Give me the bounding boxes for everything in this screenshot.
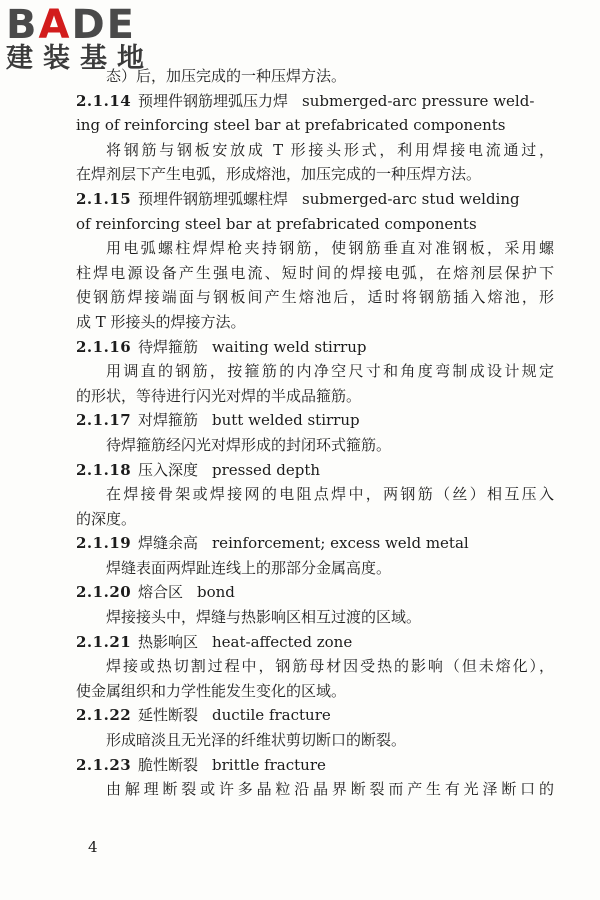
term-english: heat-affected zone xyxy=(212,632,353,651)
term-entry xyxy=(76,89,554,187)
term-english: bond xyxy=(197,583,235,602)
term-heading xyxy=(76,753,554,778)
definition-line: 将钢筋与钢板安放成 T 形接头形式，利用焊接电流通过， xyxy=(106,140,554,159)
term-heading xyxy=(76,531,554,556)
logo-subtitle: 建装基地 xyxy=(6,43,154,74)
definition-line: 焊缝表面两焊趾连线上的那部分金属高度。 xyxy=(106,558,392,577)
term-heading xyxy=(76,89,554,114)
term-entry xyxy=(76,408,554,457)
definition-line: 用调直的钢筋，按箍筋的内净空尺寸和角度弯制成设计规定 xyxy=(106,362,554,381)
term-english: submerged-arc stud welding xyxy=(302,189,520,208)
term-english-continued: ing of reinforcing steel bar at prefabricated components xyxy=(76,116,506,135)
definition-line: 使钢筋焊接端面与钢板间产生熔池后，适时将钢筋插入熔池，形 xyxy=(76,288,554,307)
term-entry xyxy=(76,335,554,409)
term-number: 2.1.19 xyxy=(76,534,132,553)
term-number: 2.1.16 xyxy=(76,337,132,356)
term-chinese: 预埋件钢筋埋弧螺柱焊 xyxy=(138,189,289,208)
definition-line: 使金属组织和力学性能发生变化的区域。 xyxy=(76,681,347,700)
term-chinese: 对焊箍筋 xyxy=(138,411,199,430)
definition-line: 用电弧螺柱焊焊枪夹持钢筋，使钢筋垂直对准钢板，采用螺 xyxy=(106,239,554,258)
term-number: 2.1.14 xyxy=(76,91,132,110)
definition-line: 的形状，等待进行闪光对焊的半成品箍筋。 xyxy=(76,386,362,405)
logo-mark: BADE xyxy=(6,2,136,48)
term-english: pressed depth xyxy=(212,460,321,479)
definition-line: 的深度。 xyxy=(76,509,137,528)
intro-line: 态）后，加压完成的一种压焊方法。 xyxy=(106,67,347,85)
definition-line: 成 T 形接头的焊接方法。 xyxy=(76,312,246,331)
term-heading xyxy=(76,580,554,605)
definition-line: 待焊箍筋经闪光对焊形成的封闭环式箍筋。 xyxy=(106,435,392,454)
term-entry xyxy=(76,703,554,752)
page-number: 4 xyxy=(88,838,98,856)
term-entry xyxy=(76,753,554,802)
term-entry xyxy=(76,187,554,335)
term-entry xyxy=(76,630,554,704)
term-english: reinforcement; excess weld metal xyxy=(212,534,469,553)
term-number: 2.1.23 xyxy=(76,755,132,774)
definition-line: 柱焊电源设备产生强电流、短时间的焊接电弧，在熔剂层保护下 xyxy=(76,263,554,282)
term-chinese: 热影响区 xyxy=(138,632,199,651)
term-chinese: 待焊箍筋 xyxy=(138,337,199,356)
definition-line: 焊接接头中，焊缝与热影响区相互过渡的区域。 xyxy=(106,608,422,627)
term-chinese: 焊缝余高 xyxy=(138,534,199,553)
term-number: 2.1.18 xyxy=(76,460,132,479)
term-number: 2.1.22 xyxy=(76,706,132,725)
definition-line: 焊接或热切割过程中，钢筋母材因受热的影响（但未熔化）， xyxy=(106,657,554,676)
term-chinese: 预埋件钢筋埋弧压力焊 xyxy=(138,91,289,110)
term-english: brittle fracture xyxy=(212,755,326,774)
term-english: butt welded stirrup xyxy=(212,411,360,430)
term-entry xyxy=(76,580,554,629)
term-heading xyxy=(76,408,554,433)
term-heading xyxy=(76,458,554,483)
logo-accent-letter: A xyxy=(38,2,72,48)
term-chinese: 延性断裂 xyxy=(138,706,199,725)
term-english: waiting weld stirrup xyxy=(212,337,367,356)
term-number: 2.1.21 xyxy=(76,632,132,651)
term-chinese: 脆性断裂 xyxy=(138,755,199,774)
term-number: 2.1.17 xyxy=(76,411,132,430)
term-number: 2.1.15 xyxy=(76,189,132,208)
term-chinese: 压入深度 xyxy=(138,460,199,479)
definition-line: 在焊接骨架或焊接网的电阻点焊中，两钢筋（丝）相互压入 xyxy=(106,485,554,504)
term-heading xyxy=(76,187,554,212)
definition-line: 由解理断裂或许多晶粒沿晶界断裂而产生有光泽断口的 xyxy=(106,780,554,799)
term-heading xyxy=(76,335,554,360)
term-list xyxy=(76,89,554,802)
term-english-continued: of reinforcing steel bar at prefabricated components xyxy=(76,214,477,233)
definition-line: 形成暗淡且无光泽的纤维状剪切断口的断裂。 xyxy=(106,731,407,750)
term-english: submerged-arc pressure weld- xyxy=(302,91,535,110)
term-entry xyxy=(76,458,554,532)
definition-line: 在焊剂层下产生电弧，形成熔池，加压完成的一种压焊方法。 xyxy=(76,165,482,184)
document-body xyxy=(76,64,554,802)
term-heading xyxy=(76,703,554,728)
term-number: 2.1.20 xyxy=(76,583,132,602)
term-chinese: 熔合区 xyxy=(138,583,184,602)
term-entry xyxy=(76,531,554,580)
term-heading xyxy=(76,630,554,655)
term-english: ductile fracture xyxy=(212,706,331,725)
